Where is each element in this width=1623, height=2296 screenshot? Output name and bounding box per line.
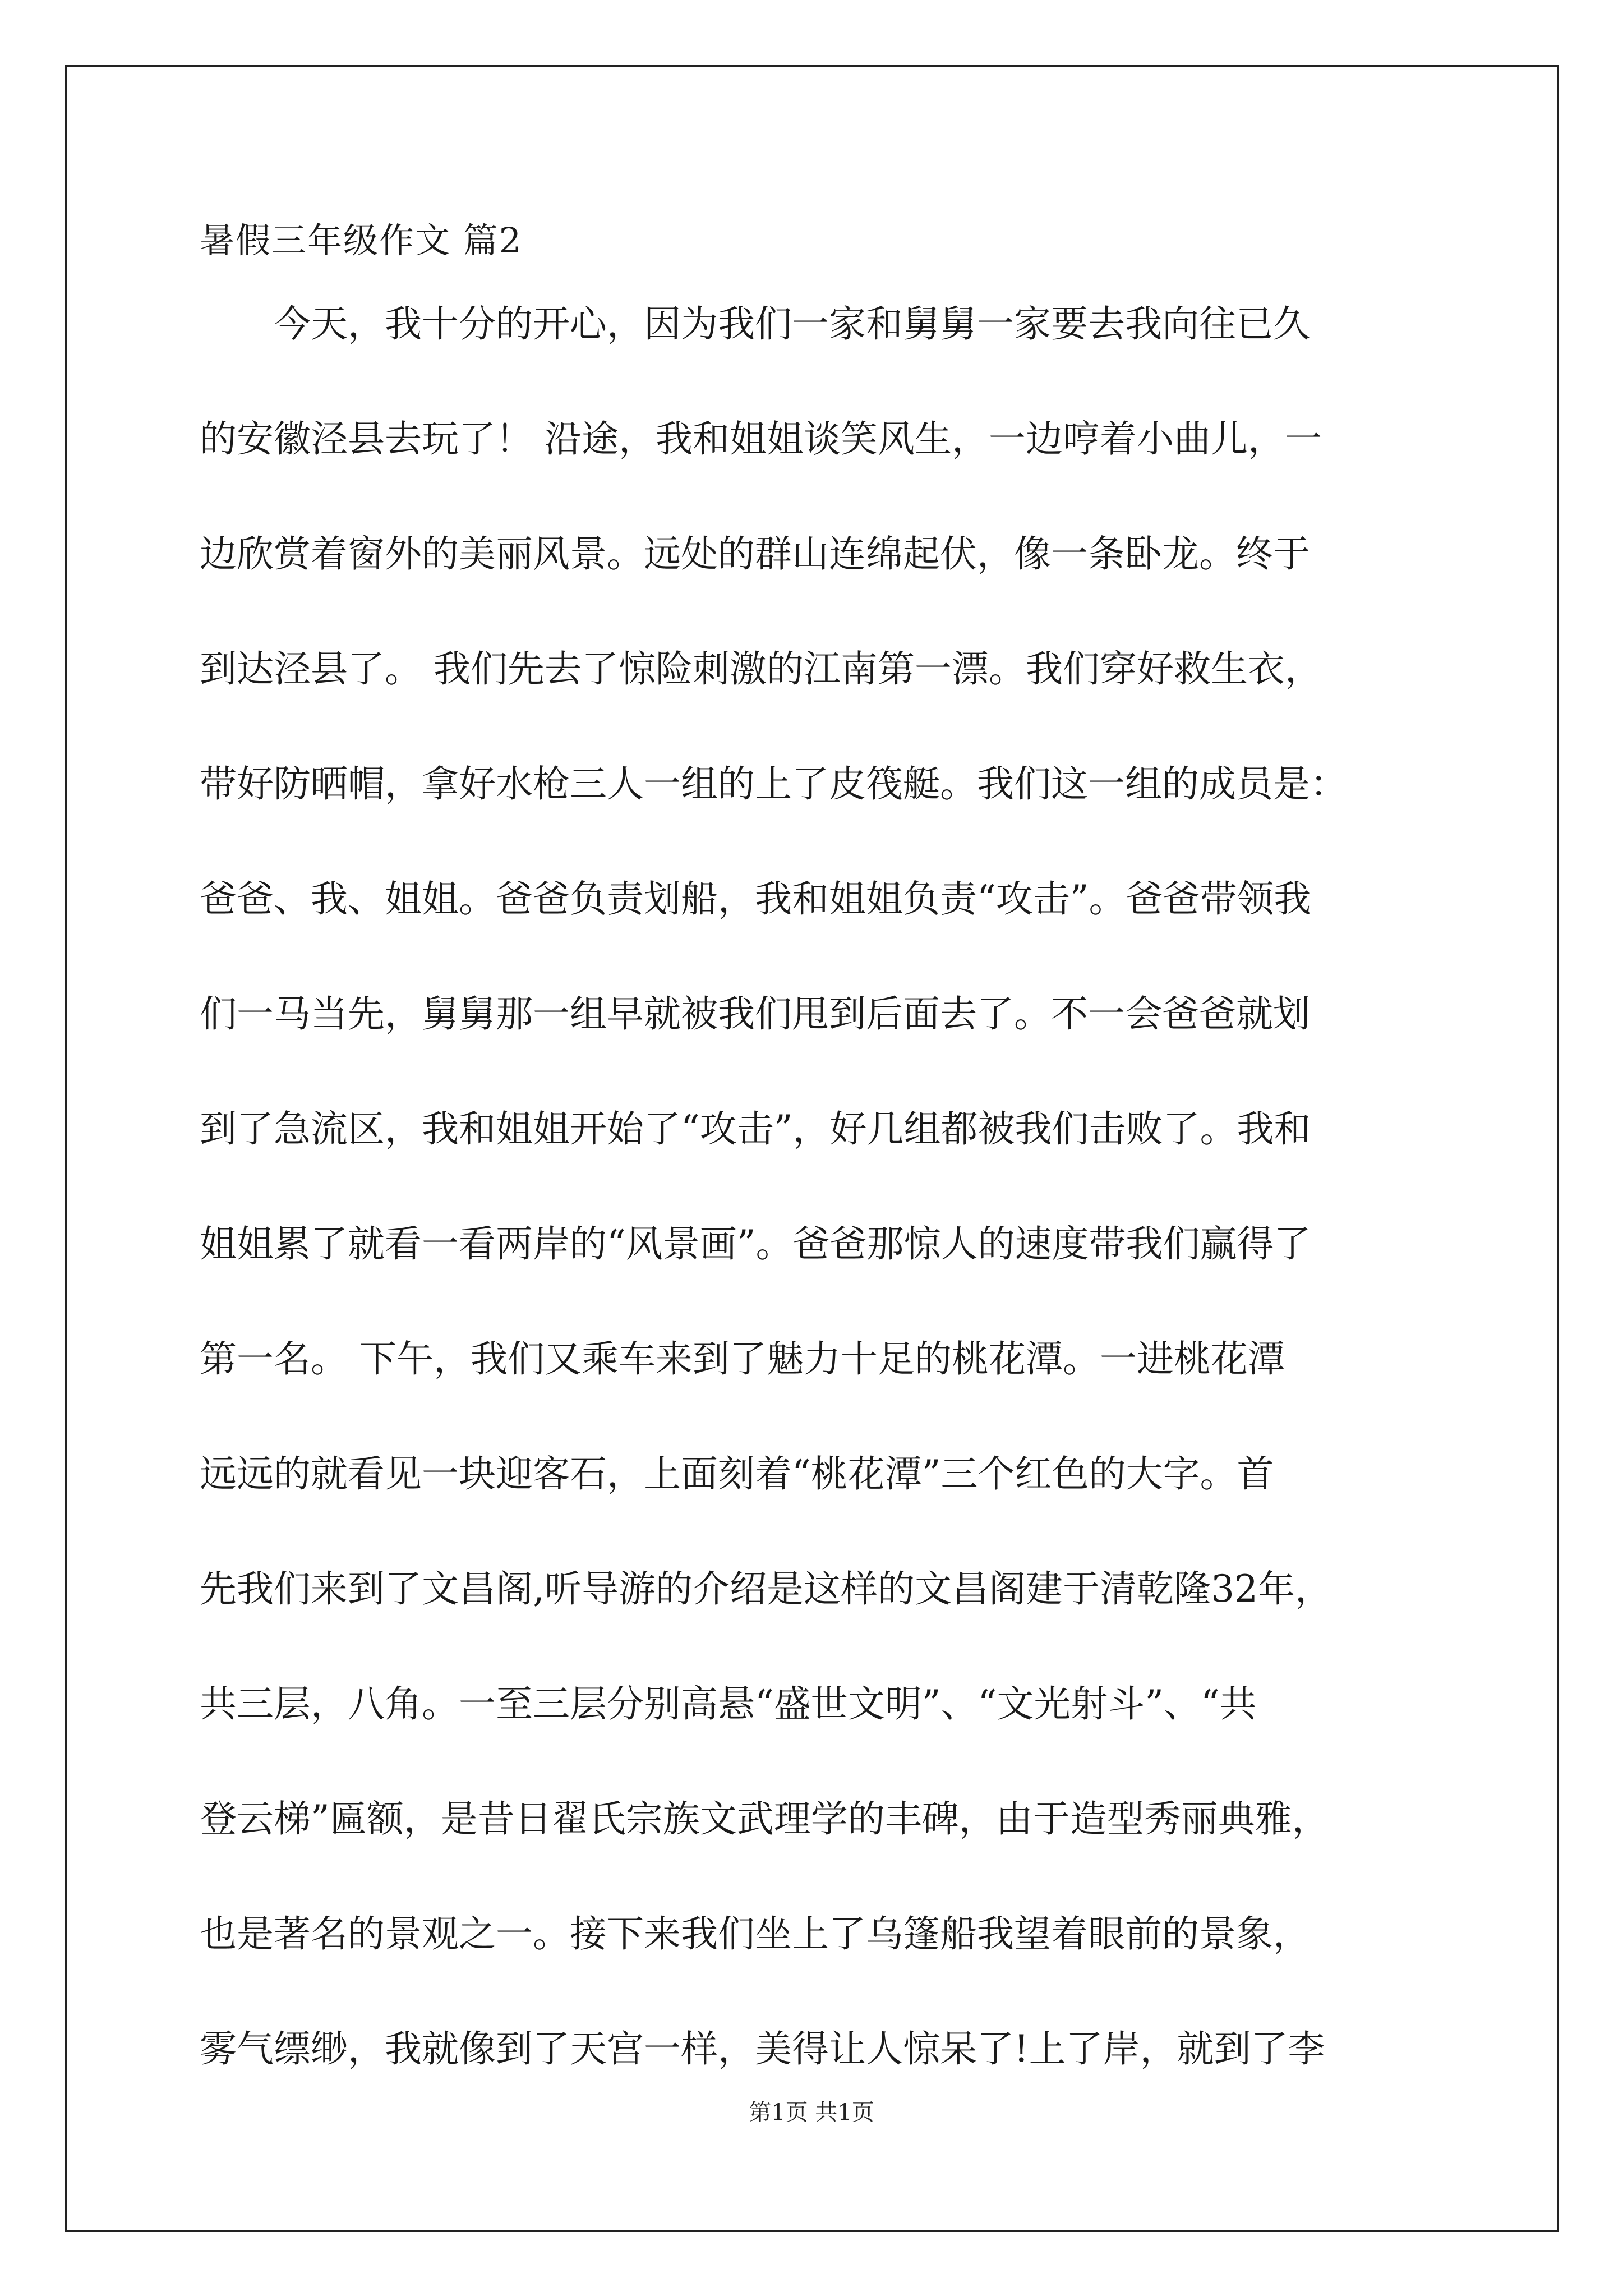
body-line: 姐姐累了就看一看两岸的“风景画”。爸爸那惊人的速度带我们赢得了 xyxy=(200,1222,1311,1266)
body-line: 雾气缥缈，我就像到了天宫一样，美得让人惊呆了!上了岸，就到了李 xyxy=(200,2027,1325,2070)
page-footer: 第1页 共1页 xyxy=(749,2100,874,2125)
body-line: 先我们来到了文昌阁,听导游的介绍是这样的文昌阁建于清乾隆32年， xyxy=(200,1567,1332,1611)
body-line: 第一名。 下午，我们又乘车来到了魅力十足的桃花潭。一进桃花潭 xyxy=(200,1337,1285,1381)
body-line: 边欣赏着窗外的美丽风景。远处的群山连绵起伏，像一条卧龙。终于 xyxy=(200,532,1310,576)
body-line: 也是著名的景观之一。接下来我们坐上了乌篷船我望着眼前的景象， xyxy=(200,1912,1310,1955)
body-line: 今天，我十分的开心，因为我们一家和舅舅一家要去我向往已久 xyxy=(200,302,1310,346)
body-line: 爸爸、我、姐姐。爸爸负责划船，我和姐姐负责“攻击”。爸爸带领我 xyxy=(200,877,1311,921)
body-line: 到了急流区，我和姐姐开始了“攻击”，好几组都被我们击败了。我和 xyxy=(200,1107,1311,1151)
body-line: 远远的就看见一块迎客石，上面刻着“桃花潭”三个红色的大字。首 xyxy=(200,1452,1274,1496)
body-line: 共三层，八角。一至三层分别高悬“盛世文明”、“文光射斗”、“共 xyxy=(200,1682,1257,1726)
body-line: 的安徽泾县去玩了！ 沿途，我和姐姐谈笑风生，一边哼着小曲儿，一 xyxy=(200,417,1322,461)
body-line: 带好防晒帽，拿好水枪三人一组的上了皮筏艇。我们这一组的成员是： xyxy=(200,762,1347,806)
body-line: 登云梯”匾额，是昔日翟氏宗族文武理学的丰碑，由于造型秀丽典雅， xyxy=(200,1797,1329,1841)
body-line: 到达泾县了。 我们先去了惊险刺激的江南第一漂。我们穿好救生衣， xyxy=(200,647,1322,691)
document-title: 暑假三年级作文 篇2 xyxy=(200,220,523,261)
body-line: 们一马当先，舅舅那一组早就被我们甩到后面去了。不一会爸爸就划 xyxy=(200,992,1310,1036)
